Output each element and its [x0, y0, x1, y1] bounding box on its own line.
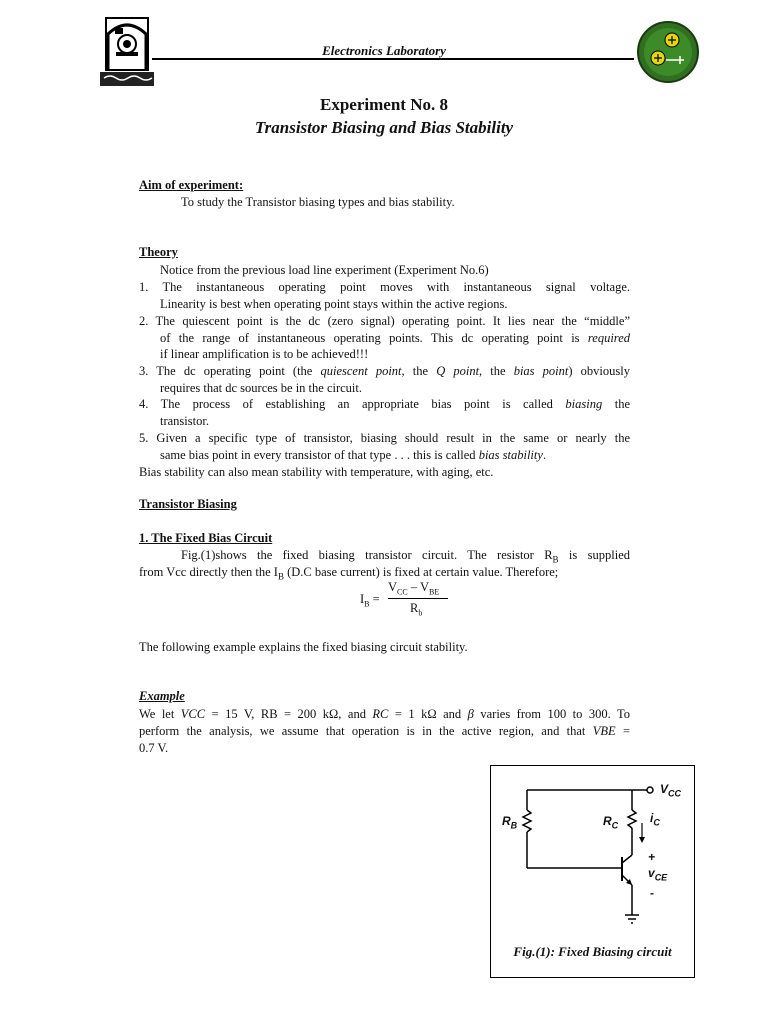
theory-point-2b: of the range of instantaneous operating points. This dc operating point is required — [160, 331, 630, 345]
theory-intro: Notice from the previous load line experiment (Experiment No.6) — [160, 263, 489, 277]
theory-point-2c: if linear amplification is to be achieved!!! — [160, 347, 369, 361]
theory-closing: Bias stability can also mean stability with temperature, with aging, etc. — [139, 465, 494, 479]
ib-formula: $I_B$ = $V_{CC} - V_{BE}$ $R_b$ — [360, 580, 470, 624]
vce-minus-label: - — [650, 886, 654, 900]
vce-label: $v_{CE}$ — [648, 866, 668, 883]
theory-point-4a: 4. The process of establishing an appropriate bias point is called biasing the — [139, 397, 630, 411]
experiment-number: Experiment No. 8 — [320, 95, 448, 114]
vcc-terminal — [647, 787, 653, 793]
theory-point-1b: Linearity is best when operating point stays within the active regions. — [160, 297, 508, 311]
vce-plus-label: + — [648, 850, 656, 864]
figure-caption: Fig.(1): Fixed Biasing circuit — [513, 944, 672, 959]
theory-heading: Theory — [139, 245, 178, 259]
theory-point-3b: requires that dc sources be in the circuit. — [160, 381, 363, 395]
example-line-2: perform the analysis, we assume that operation is in the active region, and that VBE = — [139, 724, 630, 738]
fixed-bias-line-1: Fig.(1)shows the fixed biasing transistor circuit. The resistor $R_B$ is supplied — [181, 548, 630, 565]
fixed-bias-heading: 1. The Fixed Bias Circuit — [139, 531, 273, 545]
theory-point-5a: 5. Given a specific type of transistor, biasing should result in the same or nearly the — [139, 431, 630, 445]
fixed-bias-line-2: from Vcc directly then the $I_B$ (D.C base current) is fixed at certain value. Therefore; — [139, 565, 559, 582]
ic-label: $i_C$ — [650, 811, 660, 828]
vcc-label: $V_{CC}$ — [660, 782, 682, 799]
aim-text: To study the Transistor biasing types and bias stability. — [181, 195, 455, 209]
biasing-heading: Transistor Biasing — [139, 497, 237, 511]
rb-resistor — [523, 810, 531, 832]
rc-resistor — [628, 810, 636, 828]
formula-fraction-bar — [388, 598, 448, 599]
theory-point-2a: 2. The quiescent point is the dc (zero signal) operating point. It lies near the “middle” — [139, 314, 630, 328]
aim-heading: Aim of experiment: — [139, 178, 244, 192]
theory-point-5b: same bias point in every transistor of that type . . . this is called bias stability. — [160, 448, 547, 462]
rb-label: $R_B$ — [502, 814, 518, 831]
example-line-3: 0.7 V. — [139, 741, 169, 755]
header-title: Electronics Laboratory — [322, 43, 446, 58]
theory-point-4b: transistor. — [160, 414, 209, 428]
example-heading: Example — [139, 689, 185, 703]
ic-arrow-icon — [639, 837, 645, 843]
header-rule — [152, 58, 634, 60]
fixed-bias-follow: The following example explains the fixed biasing circuit stability. — [139, 640, 468, 654]
example-line-1: We let VCC = 15 V, RB = 200 kΩ, and RC = 1 kΩ and β varies from 100 to 300. To — [139, 707, 631, 721]
rc-label: $R_C$ — [603, 814, 619, 831]
experiment-title: Transistor Biasing and Bias Stability — [254, 118, 514, 137]
theory-point-1a: 1. The instantaneous operating point moves with instantaneous signal voltage. — [139, 280, 630, 294]
theory-point-3a: 3. The dc operating point (the quiescent point, the Q point, the bias point) obviously — [139, 364, 630, 378]
